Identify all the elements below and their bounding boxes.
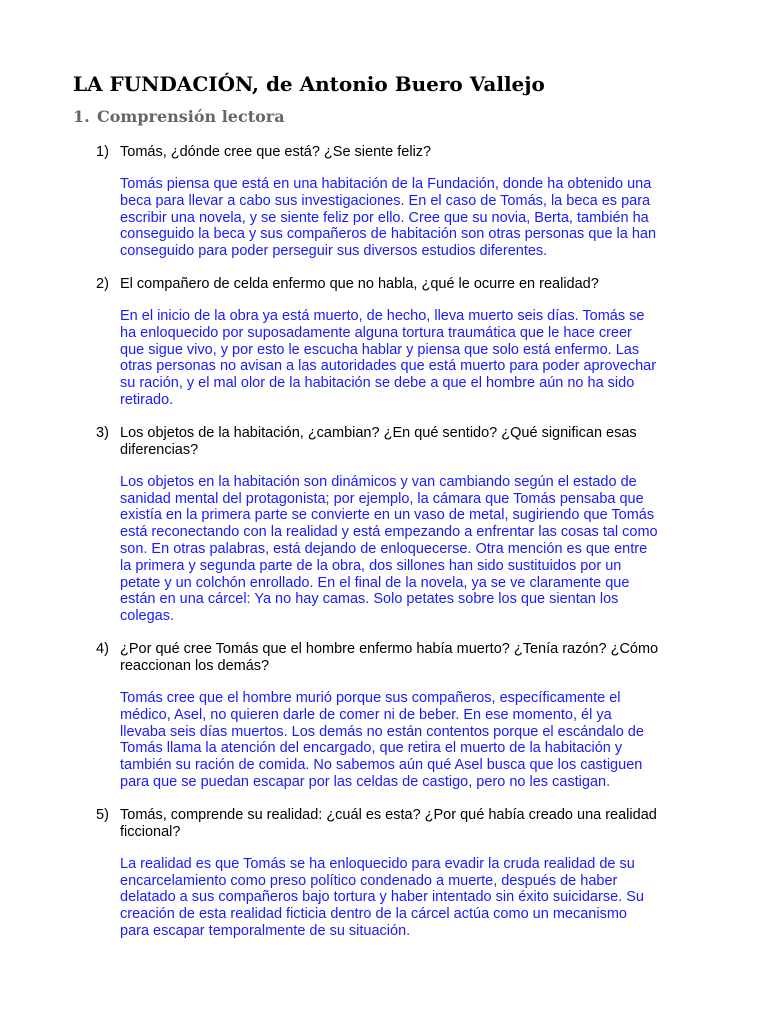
answer-line: son. En otras palabras, está dejando de enloquecerse. Otra mención es que entre bbox=[120, 540, 648, 557]
question-line: ficcional? bbox=[120, 823, 181, 840]
question-line: ¿Por qué cree Tomás que el hombre enfermo había muerto? ¿Tenía razón? ¿Cómo bbox=[120, 640, 659, 657]
answer-line: beca para llevar a cabo sus investigaciones. En el caso de Tomás, la beca es para bbox=[120, 192, 651, 209]
answer-text bbox=[120, 176, 716, 260]
section-heading bbox=[73, 105, 285, 129]
answer-line: encarcelamiento como preso político condenado a muerte, después de haber bbox=[120, 872, 618, 889]
question-number: 3) bbox=[96, 424, 109, 441]
question-text bbox=[120, 641, 716, 675]
section-heading-text: Comprensión lectora bbox=[97, 107, 285, 126]
answer-text bbox=[120, 856, 716, 940]
question-row bbox=[96, 144, 716, 161]
answer-line: conseguido para poder perseguir sus diversos estudios diferentes. bbox=[120, 243, 548, 260]
document-title: LA FUNDACIÓN, de Antonio Buero Vallejo bbox=[73, 72, 545, 96]
question-row bbox=[96, 641, 716, 675]
question-item bbox=[96, 144, 716, 260]
answer-line: que sigue vivo, y por esto le escucha hablar y piensa que solo está enfermo. Las bbox=[120, 341, 640, 358]
question-text bbox=[120, 276, 716, 293]
question-text bbox=[120, 425, 716, 459]
question-line: reaccionan los demás? bbox=[120, 657, 270, 674]
question-line: Tomás, ¿dónde cree que está? ¿Se siente feliz? bbox=[120, 144, 432, 160]
answer-text bbox=[120, 690, 716, 791]
answer-line: petate y un colchón enrollado. En el final de la novela, ya se ve claramente que bbox=[120, 574, 630, 591]
question-line: Tomás, comprende su realidad: ¿cuál es esta? ¿Por qué había creado una realidad bbox=[120, 806, 657, 823]
question-line: diferencias? bbox=[120, 441, 199, 458]
answer-line: su ración, y el mal olor de la habitación se debe a que el hombre aún no ha sido bbox=[120, 375, 635, 392]
answer-line: existía en la primera parte se convierte en un vaso de metal, sugiriendo que Tomás bbox=[120, 507, 655, 524]
question-number: 1) bbox=[96, 144, 109, 160]
question-text bbox=[120, 807, 716, 841]
answer-line: creación de esta realidad ficticia dentro de la cárcel actúa como un mecanismo bbox=[120, 906, 627, 923]
question-item bbox=[96, 276, 716, 409]
answer-line: está reconectando con la realidad y está empezando a enfrentar las cosas tal como bbox=[120, 524, 658, 541]
answer-line: sanidad mental del protagonista; por ejemplo, la cámara que Tomás pensaba que bbox=[120, 490, 644, 507]
answer-line: Los objetos en la habitación son dinámicos y van cambiando según el estado de bbox=[120, 473, 637, 490]
section-number: 1. bbox=[73, 107, 90, 126]
question-row bbox=[96, 276, 716, 293]
question-line: El compañero de celda enfermo que no habla, ¿qué le ocurre en realidad? bbox=[120, 275, 599, 292]
answer-line: Tomás cree que el hombre murió porque sus compañeros, específicamente el bbox=[120, 689, 621, 706]
question-number: 4) bbox=[96, 640, 109, 657]
answer-text bbox=[120, 308, 716, 409]
answer-line: llevaba seis días muertos. Los demás no están contentos porque el escándalo de bbox=[120, 723, 644, 740]
answer-line: Tomás llama la atención del encargado, que retira el muerto de la habitación y bbox=[120, 740, 623, 757]
answer-line: colegas. bbox=[120, 608, 175, 625]
answer-text bbox=[120, 474, 716, 625]
answer-line: escribir una novela, y se siente feliz por ello. Cree que su novia, Berta, también ha bbox=[120, 209, 649, 226]
answer-line: la primera y segunda parte de la obra, dos sillones han sido sustituidos por un bbox=[120, 557, 622, 574]
question-item bbox=[96, 807, 716, 940]
question-row bbox=[96, 807, 716, 841]
question-number: 5) bbox=[96, 806, 109, 823]
answer-line: Tomás piensa que está en una habitación de la Fundación, donde ha obtenido una bbox=[120, 176, 652, 192]
question-line: Los objetos de la habitación, ¿cambian? ¿En qué sentido? ¿Qué significan esas bbox=[120, 424, 637, 441]
question-number: 2) bbox=[96, 275, 109, 292]
answer-line: otras personas no avisan a las autoridades que está muerto para poder aprovechar bbox=[120, 358, 657, 375]
answer-line: En el inicio de la obra ya está muerto, de hecho, lleva muerto seis días. Tomás se bbox=[120, 307, 645, 324]
answer-line: también su ración de comida. No sabemos aún qué Asel busca que los castiguen bbox=[120, 757, 643, 774]
question-list bbox=[96, 144, 716, 956]
answer-line: médico, Asel, no quieren darle de comer ni de beber. En ese momento, él ya bbox=[120, 706, 612, 723]
question-item bbox=[96, 641, 716, 791]
answer-line: ha enloquecido por suposadamente alguna tortura traumática que le hace creer bbox=[120, 324, 632, 341]
answer-line: delatado a sus compañeros bajo tortura y haber intentado sin éxito suicidarse. Su bbox=[120, 889, 644, 906]
question-text bbox=[120, 144, 716, 161]
answer-line: La realidad es que Tomás se ha enloquecido para evadir la cruda realidad de su bbox=[120, 855, 635, 872]
question-item bbox=[96, 425, 716, 625]
answer-line: retirado. bbox=[120, 391, 174, 408]
question-row bbox=[96, 425, 716, 459]
answer-line: para escapar temporalmente de su situación. bbox=[120, 922, 411, 939]
answer-line: están en una cárcel: Ya no hay camas. Solo petates sobre los que sientan los bbox=[120, 591, 619, 608]
answer-line: conseguido la beca y sus compañeros de habitación son otras personas que la han bbox=[120, 226, 657, 243]
answer-line: para que se puedan escapar por las celdas de castigo, pero no les castigan. bbox=[120, 773, 611, 790]
